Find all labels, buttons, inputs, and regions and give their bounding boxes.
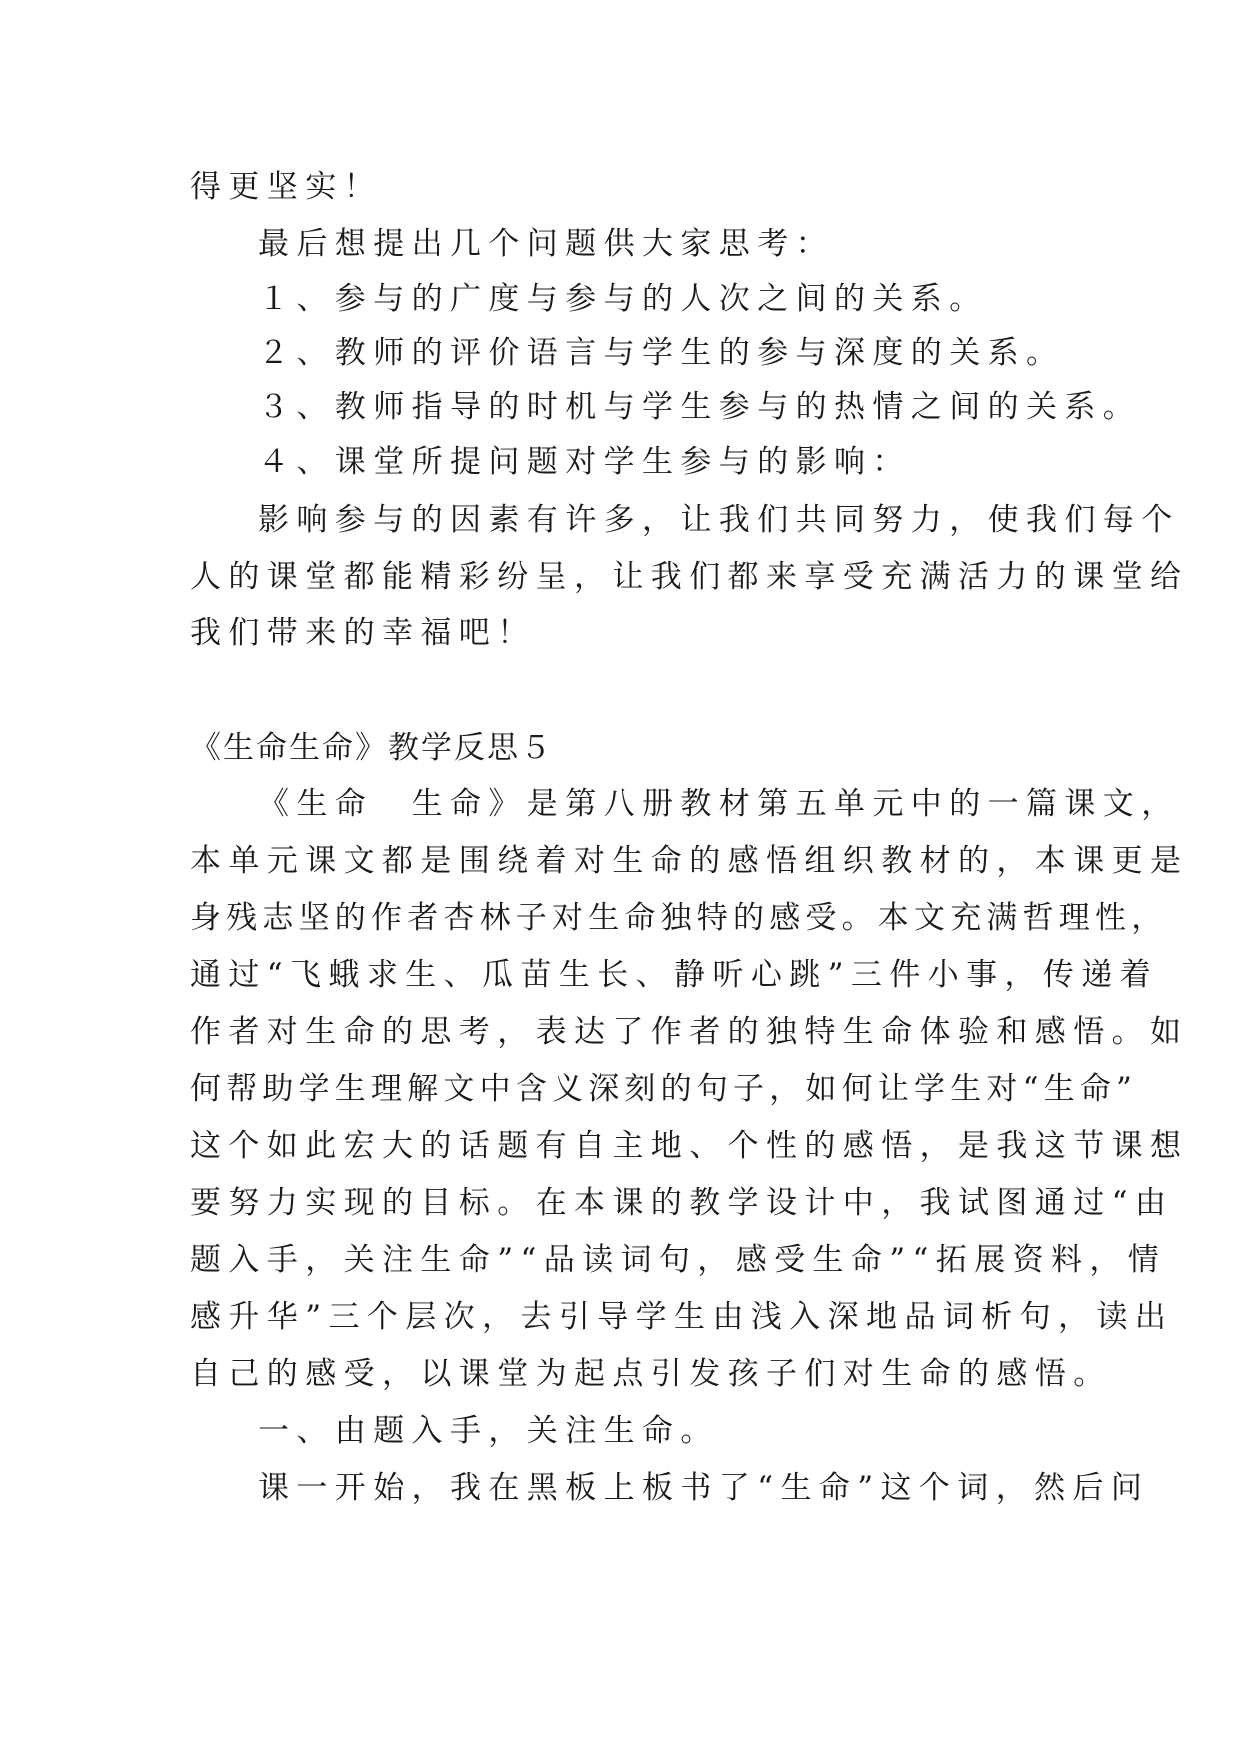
paragraph-line: 自己的感受，以课堂为起点引发孩子们对生命的感悟。 (190, 1356, 1112, 1392)
paragraph-line: 作者对生命的思考，表达了作者的独特生命体验和感悟。如 (190, 1014, 1189, 1050)
paragraph-line: 得更坚实！ (190, 169, 382, 205)
section-heading: 《生命生命》教学反思５ (190, 730, 553, 766)
paragraph-line: 一、由题入手，关注生命。 (258, 1413, 719, 1449)
paragraph-line: 何帮助学生理解文中含义深刻的句子，如何让学生对“生命” (190, 1071, 1138, 1107)
paragraph-line: 课一开始，我在黑板上板书了“生命”这个词，然后问 (258, 1470, 1150, 1506)
paragraph-line: 《生命 生命》是第八册教材第五单元中的一篇课文， (258, 786, 1180, 822)
paragraph-line: 要努力实现的目标。在本课的教学设计中，我试图通过“由 (190, 1185, 1174, 1221)
paragraph-line: 影响参与的因素有许多，让我们共同努力，使我们每个 (258, 502, 1180, 538)
paragraph-line: 题入手，关注生命”“品读词句，感受生命”“拓展资料，情 (190, 1242, 1167, 1278)
paragraph-line: 通过“飞蛾求生、瓜苗生长、静听心跳”三件小事，传递着 (190, 957, 1159, 993)
list-item: ２、教师的评价语言与学生的参与深度的关系。 (258, 335, 1065, 371)
list-item: ４、课堂所提问题对学生参与的影响： (258, 444, 911, 480)
paragraph-line: 本单元课文都是围绕着对生命的感悟组织教材的，本课更是 (190, 843, 1189, 879)
paragraph-line: 人的课堂都能精彩纷呈，让我们都来享受充满活力的课堂给 (190, 559, 1189, 595)
paragraph-line: 这个如此宏大的话题有自主地、个性的感悟，是我这节课想 (190, 1128, 1189, 1164)
paragraph-line: 最后想提出几个问题供大家思考： (258, 226, 834, 262)
paragraph-line: 我们带来的幸福吧！ (190, 615, 536, 651)
paragraph-line: 身残志坚的作者杏林子对生命独特的感受。本文充满哲理性， (190, 900, 1168, 936)
list-item: ３、教师指导的时机与学生参与的热情之间的关系。 (258, 389, 1142, 425)
paragraph-line: 感升华”三个层次，去引导学生由浅入深地品词析句，读出 (190, 1299, 1174, 1335)
list-item: １、参与的广度与参与的人次之间的关系。 (258, 281, 988, 317)
